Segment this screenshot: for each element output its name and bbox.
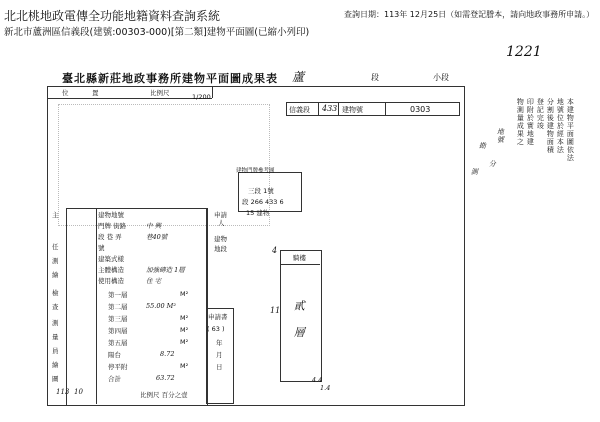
lot-box-divider-3 [385, 102, 386, 116]
attr-label-0: 建物地號 [98, 211, 124, 219]
handwritten-date-2: 10 [74, 388, 83, 396]
margin-label-8: 量 [52, 333, 59, 341]
attr-label-9: 第三層 [108, 315, 128, 323]
handwritten-date-1: 113 [56, 388, 70, 396]
note-hand-2: 分 [488, 160, 497, 168]
floor-plan-dim-top: 4 [272, 246, 278, 255]
attr-label-8: 第二層 [108, 303, 128, 311]
margin-label-9: 員 [52, 347, 59, 355]
margin-label-4: 繪 [52, 271, 59, 279]
application-box-day: 日 [216, 363, 223, 371]
bottom-scale-label: 比例尺 百分之壹 [140, 391, 188, 399]
attr-unit-13: M² [180, 362, 189, 370]
attr-label-11: 第五層 [108, 339, 128, 347]
attr-label-6: 使用構造 [98, 277, 124, 285]
attr-value-2: 巷40號 [146, 233, 168, 241]
application-box-month: 月 [216, 351, 223, 359]
attr-unit-10: M² [180, 326, 189, 334]
attr-value-1: 中 興 [146, 222, 162, 230]
query-date: 查詢日期：113年 12月25日（如需登記謄本，請向地政事務所申請。） [344, 10, 595, 19]
location-row-line [47, 98, 212, 99]
applicant-label-2: 人 [218, 219, 225, 227]
attributes-table [66, 208, 208, 406]
scale-label: 比例尺 [150, 89, 170, 97]
attr-label-7: 第一層 [108, 291, 128, 299]
scale-value: 1/200 [192, 93, 211, 101]
attr-label-2: 段 巷 弄 [98, 233, 122, 241]
margin-label-7: 測 [52, 319, 59, 327]
attr-label-4: 建築式樣 [98, 255, 124, 263]
floor-plan-document [0, 38, 600, 422]
attr-value-14: 63.72 [156, 374, 175, 382]
note-hand-4: 測 [470, 168, 479, 176]
lot-section: 信義段 [289, 106, 310, 114]
system-title: 北北桃地政電傳全功能地籍資料查詢系統 [4, 9, 221, 23]
mini-map-line-3: 15 建物 [246, 209, 270, 217]
note-col-4: 登記完竣 [536, 98, 545, 130]
serial-handwritten: 1221 [506, 44, 542, 60]
applicant-label-3: 建物 [214, 235, 227, 243]
attr-label-14: 合計 [108, 375, 121, 383]
attr-label-5: 主體構造 [98, 266, 124, 274]
margin-label-6: 查 [52, 303, 59, 311]
mini-map-line-2: 段 266 433 6 [242, 198, 284, 206]
application-box-title: 申請書 [208, 313, 228, 321]
floor-plan-dim-bottom-a: 4.4 [312, 376, 323, 384]
note-hand-3: 勘 [478, 142, 487, 150]
note-col-3: 分割後建物面積 [546, 98, 555, 154]
top-left-stamp: 蘆 [292, 70, 305, 84]
attr-value-5: 加強磚造 1層 [146, 266, 185, 274]
margin-label-10: 繪 [52, 361, 59, 369]
location-label-mid: 置 [92, 89, 99, 97]
margin-label-2: 任 [52, 243, 59, 251]
attr-value-6: 住 宅 [146, 277, 162, 285]
note-col-6: 物測量成果之 [516, 98, 525, 146]
note-col-2: 地號位於經本法 [556, 98, 565, 154]
lot-land-no: 433 [322, 104, 338, 113]
margin-label-3: 測 [52, 257, 59, 265]
floor-plan-arcade-line [280, 264, 320, 265]
subsection-label: 小段 [433, 73, 449, 82]
application-box-year: 年 [216, 339, 223, 347]
form-title: 臺北縣新莊地政事務所建物平面圖成果表 [62, 72, 278, 85]
floor-plan-arcade-label: 騎樓 [293, 254, 306, 262]
floor-plan-dim-left: 11 [270, 306, 281, 315]
lot-box-divider-2 [338, 102, 339, 116]
page-subtitle: 新北市蘆洲區信義段(建號:00303-000)[第二類]建物平面圖(已縮小列印) [4, 27, 310, 38]
lot-building-no: 0303 [410, 105, 431, 114]
applicant-label-1: 申請 [214, 211, 227, 219]
attr-unit-9: M² [180, 314, 189, 322]
mini-map-line-1: 三段 1號 [248, 187, 274, 195]
section-label: 段 [371, 73, 379, 82]
attr-unit-11: M² [180, 338, 189, 346]
attr-label-13: 停平附 [108, 363, 128, 371]
application-box-number: ( 63 ) [207, 325, 225, 333]
note-hand-1: 地號 [496, 128, 505, 144]
margin-label-11: 圖 [52, 375, 59, 383]
note-col-5: 印附於實地建 [526, 98, 535, 146]
floor-plan-dim-bottom-b: 1.4 [320, 384, 331, 392]
lot-number-box [286, 102, 460, 116]
mini-map-caption: 建物門牌參考圖 [236, 168, 275, 174]
margin-label-5: 檢 [52, 289, 59, 297]
floor-plan-main-label: 貳 層 [292, 300, 306, 344]
note-col-1: 本建物平面圖依法 [566, 98, 575, 162]
margin-label-1: 主 [52, 211, 59, 219]
location-label-left: 位 [62, 89, 69, 97]
attr-label-3: 號 [98, 244, 105, 252]
applicant-label-4: 地段 [214, 245, 227, 253]
attr-label-1: 門牌 街路 [98, 222, 127, 230]
attr-label-10: 第四層 [108, 327, 128, 335]
location-row-divider [212, 86, 213, 98]
attr-col-divider [96, 208, 97, 404]
attr-label-12: 陽台 [108, 351, 121, 359]
lot-building-label: 建物號 [342, 106, 363, 114]
attr-value-8: 55.00 M² [146, 302, 176, 310]
lot-box-divider-1 [318, 102, 319, 116]
attr-unit-7: M² [180, 290, 189, 298]
attr-value-12: 8.72 [160, 350, 175, 358]
